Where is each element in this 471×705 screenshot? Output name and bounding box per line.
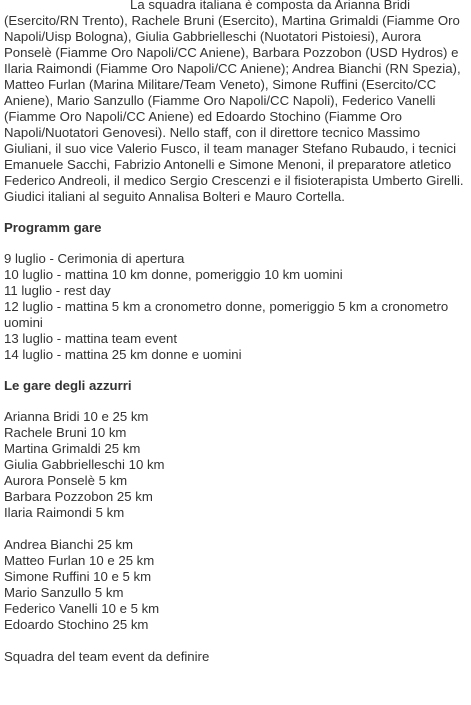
schedule-item: 12 luglio - mattina 5 km a cronometro donne, pomeriggio 5 km a cronometro uomini — [4, 299, 449, 330]
athlete-race-item: Mario Sanzullo 5 km — [4, 585, 124, 600]
athlete-race-item: Matteo Furlan 10 e 25 km — [4, 553, 155, 568]
athlete-race-item: Ilaria Raimondi 5 km — [4, 505, 125, 520]
team-composition-paragraph: La squadra italiana è composta da Arianna Bridi (Esercito/RN Trento), Rachele Bruni (Esercito), Martina Grimaldi (Fiamme Oro Napoli/Uisp Bologna), Giulia Gabbrielleschi (Nuotatori Pistoiesi), Aurora Ponselè (Fiamme Oro Napoli/CC Aniene), Barbara Pozzobon (USD Hydros) e Ilaria Raimondi (Fiamme Oro Napoli/CC Aniene); Andrea Bianchi (RN Spezia), Matteo Furlan (Marina Militare/Team Veneto), Simone Ruffini (Esercito/CC Aniene), Mario Sanzullo (Fiamme Oro Napoli/CC Napoli), Federico Vanelli (Fiamme Oro Napoli/CC Aniene) ed Edoardo Stochino (Fiamme Oro Napoli/Nuotatori Genovesi). Nello staff, con il direttore tecnico Massimo Giuliani, il suo vice Valerio Fusco, il team manager Stefano Rubaudo, i tecnici Emanuele Sacchi, Fabrizio Antonelli e Simone Menoni, il preparatore atletico Federico Andreoli, il medico Sergio Crescenzi e il fisioterapista Umberto Girelli. Giudici italiani al seguito Annalisa Bolteri e Mauro Cortella. — [4, 0, 464, 204]
schedule-item: 10 luglio - mattina 10 km donne, pomeriggio 10 km uomini — [4, 267, 343, 282]
team-event-note: Squadra del team event da definire — [4, 649, 210, 664]
women-races-list — [4, 409, 469, 521]
athlete-race-item: Aurora Ponselè 5 km — [4, 473, 128, 488]
athlete-race-item: Giulia Gabbrielleschi 10 km — [4, 457, 165, 472]
schedule-item: 14 luglio - mattina 25 km donne e uomini — [4, 347, 242, 362]
races-heading: Le gare degli azzurri — [4, 378, 132, 393]
schedule-heading: Programm gare — [4, 220, 102, 235]
schedule-item: 13 luglio - mattina team event — [4, 331, 177, 346]
athlete-race-item: Barbara Pozzobon 25 km — [4, 489, 153, 504]
athlete-race-item: Rachele Bruni 10 km — [4, 425, 127, 440]
schedule-item: 9 luglio - Cerimonia di apertura — [4, 251, 185, 266]
athlete-race-item: Edoardo Stochino 25 km — [4, 617, 149, 632]
schedule-item: 11 luglio - rest day — [4, 283, 111, 298]
schedule-list — [4, 251, 469, 363]
athlete-race-item: Andrea Bianchi 25 km — [4, 537, 134, 552]
athlete-race-item: Arianna Bridi 10 e 25 km — [4, 409, 149, 424]
men-races-list — [4, 537, 469, 633]
article-body — [4, 0, 469, 665]
athlete-race-item: Federico Vanelli 10 e 5 km — [4, 601, 160, 616]
athlete-race-item: Simone Ruffini 10 e 5 km — [4, 569, 152, 584]
athlete-race-item: Martina Grimaldi 25 km — [4, 441, 141, 456]
